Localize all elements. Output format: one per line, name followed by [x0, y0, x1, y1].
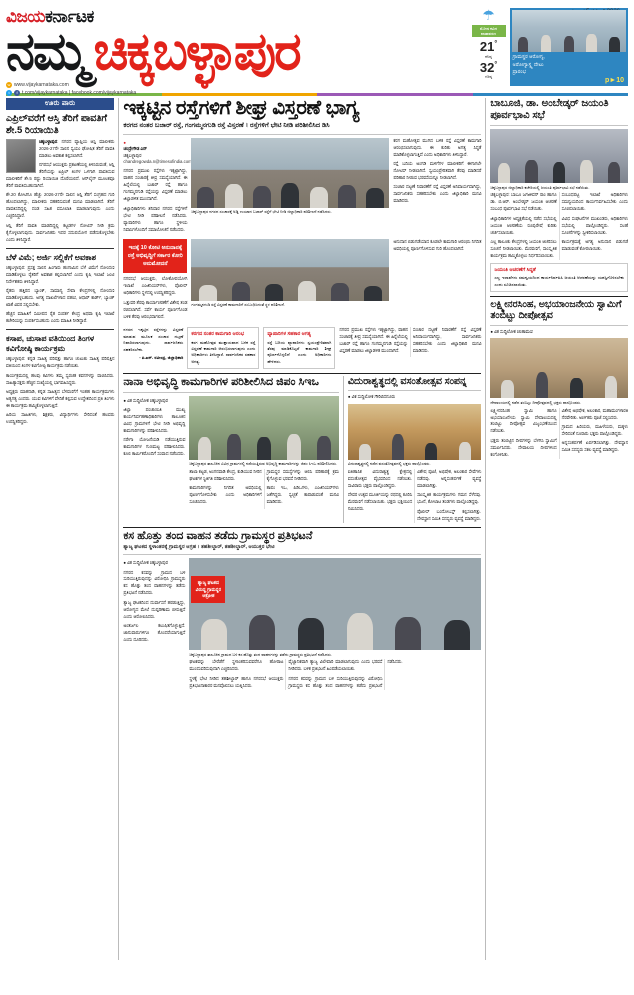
bottom-right-headline[interactable]: ಲಕ್ಷ್ಮೀನರಸಿಂಹ, ಅಭಯಾಂಜನೇಯ ಸ್ವಾಮಿಗೆ ತಂಬಿಟ್ಟು ದೀಪೋತ್ಸವ — [490, 299, 622, 322]
edition-title — [6, 23, 472, 81]
divider — [123, 373, 481, 374]
edition-title-city: ಚಿಕ್ಕಬಳ್ಳಾಪುರ — [93, 23, 300, 81]
lead-factbox-2 — [263, 327, 335, 369]
lead-col-3: ನಗರಸಭೆ ಆಯುಕ್ತರು, ಲೋಕೋಪಯೋಗಿ ಇಲಾಖೆ ಎಂಜಿನಿಯರ್‌ಗಳು, ಪೊಲೀಸ್ ಅಧಿಕಾರಿಗಳು ಸ್ಥಳದಲ್ಲಿ ಉಪಸ್ಥಿತರಿದ್ದರು. ಒತ್ತುವರಿ ತೆರವು ಕಾರ್ಯಾಚರಣೆಗೆ ವಿಶೇಷ ತಂಡ ರಚಿಸಲಾಗಿದೆ. ಸರ್ವೆ ಕಾರ್ಯ ಪೂರ್ಣಗೊಂಡ ಬಳಿಕ ತೆರವು ಆರಂಭವಾಗಲಿದೆ. — [123, 276, 188, 319]
bottom-right-body: ಲಕ್ಷ್ಮೀನರಸಿಂಹ ಸ್ವಾಮಿ ಹಾಗೂ ಅಭಯಾಂಜನೇಯ ಸ್ವಾಮಿ ದೇವಾಲಯದಲ್ಲಿ ತಂಬಿಟ್ಟು ದೀಪೋತ್ಸವ ವಿಜೃಂಭಣೆಯಿಂದ ನಡೆಯಿತು. ಭಕ್ತರು ತಂಬಿಟ್ಟಿನ ದೀಪಗಳನ್ನು ಬೆಳಗಿಸಿ ಸ್ವಾಮಿಗೆ ಸಮರ್ಪಿಸಿದರು. ದೇವಾಲಯ ದೀಪಗಳಿಂದ ಕಂಗೊಳಿಸಿತು. ವಿಶೇಷ ಅಭಿಷೇಕ, ಅಲಂಕಾರ, ಮಹಾಮಂಗಳಾರತಿ ನೆರವೇರಿತು. ಅರ್ಚಕರು ಪೂಜೆ ಸಲ್ಲಿಸಿದರು. ಗ್ರಾಮದ ಹಿರಿಯರು, ಮಹಿಳೆಯರು, ಮಕ್ಕಳು ಸೇರಿದಂತೆ ನೂರಾರು ಭಕ್ತರು ಪಾಲ್ಗೊಂಡಿದ್ದರು. ಅನ್ನಸಂತರ್ಪಣೆ ಏರ್ಪಡಿಸಲಾಗಿತ್ತು. ದೇವಸ್ಥಾನ ಸಮಿತಿ ಸದಸ್ಯರು ಸಕಲ ವ್ಯವಸ್ಥೆ ಮಾಡಿದ್ದರು. — [490, 407, 628, 457]
reporter-name: ಚಂದ್ರೇಗೌಡ ಎನ್ — [123, 146, 147, 152]
promo-figures — [512, 28, 626, 52]
lead-story-headline[interactable]: ಇಕ್ಕಟ್ಟಿನ ರಸ್ತೆಗಳಿಗೆ ಶೀಘ್ರ ವಿಸ್ತರಣೆ ಭಾಗ್ಯ — [123, 97, 359, 119]
bottom-left-photo-block — [189, 558, 481, 690]
bottom-left-red-tag: ತ್ಯಾಜ್ಯ ಘಟಕದ ವಿರುದ್ಧ ಗ್ರಾಮಸ್ಥರ ಆಕ್ರೋಶ — [191, 576, 225, 603]
lead-photo-block-2 — [191, 239, 389, 323]
photo-figures — [189, 422, 339, 459]
mid-left-photo-block — [189, 396, 339, 509]
lead-photo-2 — [191, 239, 389, 301]
photo-figures — [348, 427, 481, 459]
mid-right-body: ಐತಿಹಾಸಿಕ ವಿದುರಾಶ್ವತ್ಥ ಕ್ಷೇತ್ರದಲ್ಲಿ ವಸಂತೋತ್ಸವ ವೈಭವದಿಂದ ನಡೆಯಿತು. ಸಾವಿರಾರು ಭಕ್ತರು ಪಾಲ್ಗೊಂಡಿದ್ದರು. ದೇವರ ಉತ್ಸವ ಮೂರ್ತಿಯನ್ನು ರಥದಲ್ಲಿ ಕೂರಿಸಿ ಮೆರವಣಿಗೆ ನಡೆಸಲಾಯಿತು. ಭಕ್ತರು ಭಕ್ತಿಯಿಂದ ನಮಿಸಿದರು. ವಿಶೇಷ ಪೂಜೆ, ಅಭಿಷೇಕ, ಅಲಂಕಾರ ಸೇವೆಗಳು ನಡೆದವು. ಅನ್ನಸಂತರ್ಪಣೆ ವ್ಯವಸ್ಥೆ ಮಾಡಲಾಗಿತ್ತು. ಸಾಂಸ್ಕೃತಿಕ ಕಾರ್ಯಕ್ರಮಗಳು ಗಮನ ಸೆಳೆದವು. ಭಜನೆ, ಕೋಲಾಟ ತಂಡಗಳು ಪಾಲ್ಗೊಂಡಿದ್ದವು. ಪೊಲೀಸ್ ಬಂದೋಬಸ್ತ್ ಕಲ್ಪಿಸಲಾಗಿತ್ತು. ದೇವಸ್ಥಾನ ಸಮಿತಿ ಸದಸ್ಯರು ವ್ಯವಸ್ಥೆ ಮಾಡಿದ್ದರು. — [347, 469, 482, 521]
divider — [6, 329, 114, 330]
bottom-left-headline[interactable]: ಕಸ ಹೊತ್ತು ತಂದ ವಾಹನ ತಡೆದು ಗ್ರಾಮಸ್ಥರ ಪ್ರತಿಭಟನೆ — [123, 529, 313, 542]
mid-right-photo — [348, 404, 481, 460]
mid-left-col-1: ● ವಿಕ ಸುದ್ದಿಲೋಕ ಚಿಕ್ಕಬಳ್ಳಾಪುರ ಜಿಲ್ಲಾ ಪಂಚಾಯಿತಿ ಮುಖ್ಯ ಕಾರ್ಯನಿರ್ವಹಣಾಧಿಕಾರಿಗಳು ತಾಲೂಕಿನ ವಿವಿಧ ಗ್ರಾಮಗಳಿಗೆ ಭೇಟಿ ನೀಡಿ ಅಭಿವೃದ್ಧಿ ಕಾಮಗಾರಿಗಳನ್ನು ಪರಿಶೀಲಿಸಿದರು. ನರೇಗಾ ಯೋಜನೆಯಡಿ ನಡೆಯುತ್ತಿರುವ ಕಾಮಗಾರಿಗಳ ಗುಣಮಟ್ಟ ಪರಿಶೀಲಿಸಿದರು. ಕೂಲಿ ಕಾರ್ಮಿಕರೊಂದಿಗೆ ಸಂವಾದ ನಡೆಸಿದರು. — [123, 397, 186, 457]
mid-left-caption: ಚಿಕ್ಕಬಳ್ಳಾಪುರ ತಾಲೂಕಿನ ವಿವಿಧ ಗ್ರಾಮಗಳಲ್ಲಿ ನಡೆಯುತ್ತಿರುವ ಅಭಿವೃದ್ಧಿ ಕಾಮಗಾರಿಗಳನ್ನು ಜಿಪಂ ಸಿಇಒ ಪರಿಶೀಲಿಸಿದರು. — [189, 461, 338, 467]
bottom-left-deck: ತ್ಯಾಜ್ಯ ಘಟಕದ ಸ್ಥಳಾಂತರಕ್ಕೆ ಗ್ರಾಮಸ್ಥರ ಆಗ್ರಹ । ತಹಶೀಲ್ದಾರ್, ತಹಶೀಲ್ದಾರ್, ಆಯುಕ್ತರ ಭೇಟಿ — [123, 544, 275, 551]
social-urls[interactable]: t.com/vijaykarnataka | facebook.com/vijaykarnataka — [22, 89, 137, 96]
lead-red-callout: ಇದಕ್ಕೆ 10 ಕೋಟಿ ಅನುದಾನಕ್ಕೆ ರಸ್ತೆ ಅಭಿವೃದ್ಧಿಗೆ ಸರ್ಕಾರ ಕೋರಿ ಅನುಮೋದನೆ — [123, 239, 187, 273]
lead-factbox-1 — [187, 327, 259, 369]
masthead-links — [6, 82, 472, 97]
weather-widget — [472, 8, 506, 86]
center-column — [123, 98, 481, 960]
mid-row — [123, 376, 481, 523]
left-sub-para: ಹಿರಿಯ ಸಾಹಿತಿಗಳು, ಶಿಕ್ಷಕರು, ವಿದ್ಯಾರ್ಥಿಗಳು ಸೇರಿದಂತೆ ಹಲವರು ಉಪಸ್ಥಿತರಿದ್ದರು. — [6, 412, 115, 425]
bottom-right-photo — [490, 338, 628, 398]
factbox-body: ಕರಗ ಮಹೋತ್ಸವ ಮುಕ್ತಾಯವಾದ ಬಳಿಕ ರಸ್ತೆ ವಿಸ್ತರಣೆ ಕಾಮಗಾರಿ ಆರಂಭಿಸಲಾಗುವುದು ಎಂದು ಅಧಿಕಾರಿಗಳು ತಿಳಿಸಿದ್ದಾರೆ. ಸಾರ್ವಜನಿಕರ ಸಹಕಾರ ಅಗತ್ಯ. — [191, 339, 256, 364]
left-sub-para: ಚಿಕ್ಕಬಳ್ಳಾಪುರ: ಪ್ರಸಕ್ತ ಸಾಲಿನ ಹಿಂಗಾರು ಹಂಗಾಮಿನ ಬೆಳೆ ವಿಮೆಗೆ ನೋಂದಣಿ ಮಾಡಿಕೊಳ್ಳಲು ರೈತರಿಗೆ ಅವಕಾಶ ಕಲ್ಪಿಸಲಾಗಿದೆ ಎಂದು ಕೃಷಿ ಇಲಾಖೆ ಜಂಟಿ ನಿರ್ದೇಶಕರು ತಿಳಿಸಿದ್ದಾರೆ. — [6, 264, 115, 284]
lead-story-second-row — [123, 239, 481, 323]
quote-attribution: - ಪಿ.ಎನ್. ರವೀಂದ್ರ, ಜಿಲ್ಲಾಧಿಕಾರಿ — [139, 355, 184, 361]
left-sub-headline-2[interactable]: ಕಸಾಪ, ಚುಸಾಪ ವತಿಯಿಂದ ತಿಂಗಳ ಕವಿಗೋಷ್ಠಿ ಕಾರ್ಯಕ್ರಮ — [6, 334, 95, 354]
left-story-para: ಶೇ.20 ಕೋಟಿಗೂ ಹೆಚ್ಚು 2026-27ನೇ ಸಾಲಿನ ಆಸ್ತಿ ತೆರಿಗೆ ಸಂಗ್ರಹದ ಗುರಿ ಹೊಂದಲಾಗಿದ್ದು, ಮಾಲೀಕರು ಸಹಕರಿಸುವಂತೆ ಮನವಿ ಮಾಡಲಾಗಿದೆ. ತೆರಿಗೆ ಪಾವತಿಸದಿದ್ದಲ್ಲಿ ದಂಡ ಸಹಿತ ವಸೂಲಾತಿ ಮಾಡಲಾಗುವುದು ಎಂದು ಎಚ್ಚರಿಸಿದ್ದಾರೆ. — [6, 192, 115, 219]
photo-figures — [191, 265, 389, 301]
mid-left-headline[interactable]: ನಾನಾ ಅಭಿವೃದ್ಧಿ ಕಾಮಗಾರಿಗಳ ಪರಿಶೀಲಿಸಿದ ಜಿಪಂ ಸಿಇಒ — [123, 375, 319, 388]
left-sub-para: ಅಧ್ಯಕ್ಷರು ಮಾತನಾಡಿ, ಕನ್ನಡ ಸಾಹಿತ್ಯದ ಬೆಳವಣಿಗೆಗೆ ಇಂತಹ ಕಾರ್ಯಕ್ರಮಗಳು ಅತ್ಯಗತ್ಯ ಎಂದರು. ಯುವ ಕವಿಗಳಿಗೆ ವೇದಿಕೆ ಕಲ್ಪಿಸುವ ಉದ್ದೇಶದಿಂದ ಪ್ರತಿ ತಿಂಗಳು ಈ ಕಾರ್ಯಕ್ರಮ ಹಮ್ಮಿಕೊಳ್ಳಲಾಗುತ್ತಿದೆ. — [6, 389, 115, 408]
left-column-banner: ಊರು ಪಾರು — [6, 98, 114, 110]
mid-right-byline: ● ವಿಕ ಸುದ್ದಿಲೋಕ ಗೌರಿಬಿದನೂರು — [347, 394, 396, 400]
mid-right-headline[interactable]: ವಿದುರಾಶ್ವತ್ಥದಲ್ಲಿ ವಸಂತೋತ್ಸವ ಸಂಪನ್ನ — [347, 375, 467, 387]
promo-page-ref[interactable]: p►10 — [604, 76, 624, 84]
bullet-icon: ● — [123, 139, 126, 145]
lead-byline — [123, 139, 192, 166]
lead-col-4-block — [393, 239, 481, 323]
lead-photo-caption-1: ಚಿಕ್ಕಬಳ್ಳಾಪುರ ನಗರದ ಸಂಚಾರಕ್ಕೆ ಅಡ್ಡಿ ಉಂಟಾದ ಬಜಾರ್ ರಸ್ತೆಗೆ ಭೇಟಿ ನೀಡಿ ಜಿಲ್ಲಾಧಿಕಾರಿ ಪರಿಶೀಲನೆ ನಡೆಸಿದರು. — [191, 209, 332, 215]
lead-col-2: ಕರಗ ಮಹೋತ್ಸವ ಮುಗಿದ ಬಳಿಕ ರಸ್ತೆ ವಿಸ್ತರಣೆ ಕಾಮಗಾರಿ ಆರಂಭಿಸಲಾಗುವುದು. ಈ ಕುರಿತು ಅಗತ್ಯ ಸಿದ್ಧತೆ ಮಾಡಿಕೊಳ್ಳಲಾಗುತ್ತಿದೆ ಎಂದು ಅಧಿಕಾರಿಗಳು ತಿಳಿಸಿದ್ದಾರೆ. ರಸ್ತೆ ಬದಿಯ ಅಂಗಡಿ ಮಳಿಗೆಗಳ ಮಾಲೀಕರಿಗೆ ಈಗಾಗಲೇ ನೋಟಿಸ್ ನೀಡಲಾಗಿದೆ. ಸ್ವಯಂಪ್ರೇರಿತವಾಗಿ ತೆರವು ಮಾಡಿದರೆ ಪರಿಹಾರ ನೀಡುವ ಭರವಸೆಯನ್ನೂ ನೀಡಲಾಗಿದೆ. ಸಂಚಾರ ದಟ್ಟಣೆ ನಿವಾರಣೆಗೆ ರಸ್ತೆ ವಿಸ್ತರಣೆ ಅನಿವಾರ್ಯವಾಗಿದ್ದು, ಸಾರ್ವಜನಿಕರು ಸಹಕರಿಸಬೇಕು ಎಂದು ಜಿಲ್ಲಾಧಿಕಾರಿ ಮನವಿ ಮಾಡಿದರು. — [393, 137, 482, 204]
bottom-left-col-1: ● ವಿಕ ಸುದ್ದಿಲೋಕ ಚಿಕ್ಕಬಳ್ಳಾಪುರ ನಗರದ ಕಸವನ್ನು ಗ್ರಾಮದ ಬಳಿ ಸುರಿಯುತ್ತಿರುವುದನ್ನು ವಿರೋಧಿಸಿ ಗ್ರಾಮಸ್ಥರು ಕಸ ಹೊತ್ತು ತಂದ ವಾಹನಗಳನ್ನು ತಡೆದು ಪ್ರತಿಭಟನೆ ನಡೆಸಿದರು. ತ್ಯಾಜ್ಯ ಘಟಕದಿಂದ ದುರ್ವಾಸನೆ ಹರಡುತ್ತಿದ್ದು, ಆರೋಗ್ಯದ ಮೇಲೆ ದುಷ್ಪರಿಣಾಮ ಬೀರುತ್ತಿದೆ ಎಂದು ಆರೋಪಿಸಿದರು. ಅಂತರ್ಜಲ ಕಲುಷಿತಗೊಳ್ಳುತ್ತಿದೆ. ಜಾನುವಾರುಗಳಿಗೂ ತೊಂದರೆಯಾಗುತ್ತಿದೆ ಎಂದು ದೂರಿದರು. — [123, 560, 186, 643]
mid-left-photo — [189, 396, 339, 460]
mid-right-caption: ವಿದುರಾಶ್ವತ್ಥದಲ್ಲಿ ನಡೆದ ವಸಂತೋತ್ಸವದಲ್ಲಿ ಭಕ್ತರು ಪಾಲ್ಗೊಂಡರು. — [347, 461, 431, 467]
sidebox-title: ಜಯಂತಿ ಆಚರಣೆಗೆ ಸಿದ್ಧತೆ — [494, 266, 536, 273]
min-temperature: 21° — [479, 39, 498, 54]
right-column — [485, 98, 628, 960]
weather-label: ಮೋಡ ಕವಿದ ವಾತಾವರಣ — [472, 25, 506, 37]
photo-figures — [490, 363, 628, 398]
globe-icon: w — [7, 82, 11, 87]
publisher-logo — [6, 4, 472, 25]
facebook-icon: f — [14, 90, 20, 96]
right-story-1-body: ಚಿಕ್ಕಬಳ್ಳಾಪುರ: ಬಾಬೂ ಜಗಜೀವನ್ ರಾಂ ಹಾಗೂ ಡಾ. ಬಿ.ಆರ್. ಅಂಬೇಡ್ಕರ್ ಜಯಂತಿ ಆಚರಣೆ ಸಂಬಂಧ ಪೂರ್ವಭಾವಿ ಸಭೆ ನಡೆಯಿತು. ಜಿಲ್ಲಾಧಿಕಾರಿಗಳ ಅಧ್ಯಕ್ಷತೆಯಲ್ಲಿ ನಡೆದ ಸಭೆಯಲ್ಲಿ ಜಯಂತಿ ಆಚರಣೆಯ ರೂಪುರೇಷೆ ಕುರಿತು ಚರ್ಚಿಸಲಾಯಿತು. ಎಲ್ಲ ತಾಲೂಕು ಕೇಂದ್ರಗಳಲ್ಲಿ ಜಯಂತಿ ಆಚರಿಸಲು ಸೂಚನೆ ನೀಡಲಾಯಿತು. ಮೆರವಣಿಗೆ, ಸಾಂಸ್ಕೃತಿಕ ಕಾರ್ಯಕ್ರಮ ಹಮ್ಮಿಕೊಳ್ಳಲು ನಿರ್ಧರಿಸಲಾಯಿತು. ಸಂಬಂಧಪಟ್ಟ ಇಲಾಖೆ ಅಧಿಕಾರಿಗಳು ಸಮನ್ವಯದಿಂದ ಕಾರ್ಯನಿರ್ವಹಿಸಬೇಕು ಎಂದು ಸೂಚಿಸಲಾಯಿತು. ವಿವಿಧ ಸಂಘಟನೆಗಳ ಮುಖಂಡರು, ಅಧಿಕಾರಿಗಳು ಸಭೆಯಲ್ಲಿ ಪಾಲ್ಗೊಂಡಿದ್ದರು. ಸಲಹೆ ಸೂಚನೆಗಳನ್ನು ಸ್ವೀಕರಿಸಲಾಯಿತು. ಕಾರ್ಯಕ್ರಮಕ್ಕೆ ಅಗತ್ಯ ಅನುದಾನ ಬಿಡುಗಡೆ ಮಾಡುವಂತೆ ಕೋರಲಾಯಿತು. — [490, 192, 628, 258]
divider — [123, 527, 481, 528]
reporter-place: ಚಿಕ್ಕಬಳ್ಳಾಪುರ — [123, 152, 142, 158]
bottom-left-col-2: ಘಟಕವನ್ನು ಬೇರೆಡೆಗೆ ಸ್ಥಳಾಂತರಿಸುವವರೆಗೂ ಹೋರಾಟ ಮುಂದುವರಿಸುವುದಾಗಿ ಎಚ್ಚರಿಸಿದರು. ಸ್ಥಳಕ್ಕೆ ಭೇಟಿ ನೀಡಿದ ತಹಶೀಲ್ದಾರ್ ಹಾಗೂ ನಗರಸಭೆ ಆಯುಕ್ತರು ಪ್ರತಿಭಟನಾಕಾರರ ಮನವೊಲಿಸಲು ಯತ್ನಿಸಿದರು. ವೈಜ್ಞಾನಿಕವಾಗಿ ತ್ಯಾಜ್ಯ ವಿಲೇವಾರಿ ಮಾಡಲಾಗುವುದು ಎಂದು ಭರವಸೆ ನೀಡಿದರು. ಬಳಿಕ ಪ್ರತಿಭಟನೆ ಹಿಂಪಡೆಯಲಾಯಿತು. ನಗರದ ಕಸವನ್ನು ಗ್ರಾಮದ ಬಳಿ ಸುರಿಯುತ್ತಿರುವುದನ್ನು ವಿರೋಧಿಸಿ ಗ್ರಾಮಸ್ಥರು ಕಸ ಹೊತ್ತು ತಂದ ವಾಹನಗಳನ್ನು ತಡೆದು ಪ್ರತಿಭಟನೆ ನಡೆಸಿದರು. — [189, 659, 403, 688]
photo-figures — [189, 597, 481, 650]
left-sub-headline-1[interactable]: ಬೆಳೆ ವಿಮೆ; ಅರ್ಜಿ ಸಲ್ಲಿಕೆಗೆ ಅವಕಾಶ — [6, 252, 96, 262]
lead-quote-block — [123, 327, 183, 369]
twitter-icon: t — [6, 90, 12, 96]
left-sub-para: ರೈತರು ಹತ್ತಿರದ ಬ್ಯಾಂಕ್, ಸಾಮಾನ್ಯ ಸೇವಾ ಕೇಂದ್ರಗಳಲ್ಲಿ ನೋಂದಣಿ ಮಾಡಿಕೊಳ್ಳಬಹುದು. ಅಗತ್ಯ ದಾಖಲೆಗಳಾದ ಪಹಣಿ, ಆಧಾರ್ ಕಾರ್ಡ್, ಬ್ಯಾಂಕ್ ಖಾತೆ ವಿವರ ಸಲ್ಲಿಸಬೇಕು. — [6, 287, 115, 307]
lead-photo-1 — [191, 138, 389, 208]
lead-extra-text: ನಗರದ ಪ್ರಮುಖ ರಸ್ತೆಗಳು ಇಕ್ಕಟ್ಟಾಗಿದ್ದು, ವಾಹನ ಸಂಚಾರಕ್ಕೆ ತೀವ್ರ ಸಮಸ್ಯೆಯಾಗಿದೆ. ಈ ಹಿನ್ನೆಲೆಯಲ್ಲಿ ಬಜಾರ್ ರಸ್ತೆ ಹಾಗೂ ಗಂಗಮ್ಮನಗುಡಿ ರಸ್ತೆಯನ್ನು ವಿಸ್ತರಣೆ ಮಾಡಲು ಜಿಲ್ಲಾಡಳಿತ ಮುಂದಾಗಿದೆ. ಸಂಚಾರ ದಟ್ಟಣೆ ನಿವಾರಣೆಗೆ ರಸ್ತೆ ವಿಸ್ತರಣೆ ಅನಿವಾರ್ಯವಾಗಿದ್ದು, ಸಾರ್ವಜನಿಕರು ಸಹಕರಿಸಬೇಕು ಎಂದು ಜಿಲ್ಲಾಧಿಕಾರಿ ಮನವಿ ಮಾಡಿದರು. — [339, 327, 482, 353]
bottom-right-byline: ● ವಿಕ ಸುದ್ದಿಲೋಕ ಚಿಂತಾಮಣಿ — [490, 328, 533, 334]
lead-story-top-row — [123, 138, 481, 236]
masthead — [6, 4, 628, 96]
lead-story-deck: ಕರಗದ ನಂತರ ಬಜಾರ್ ರಸ್ತೆ, ಗಂಗಮ್ಮನಗುಡಿ ರಸ್ತೆ ವಿಸ್ತರಣೆ । ರಸ್ತೆಗಳಿಗೆ ಭೇಟಿ ನೀಡಿ ಪರಿಶೀಲಿಸಿದ ಡಿಸಿ — [123, 122, 330, 130]
lead-photo-block — [191, 138, 389, 236]
left-sub-para: ಚಿಕ್ಕಬಳ್ಳಾಪುರ: ಕನ್ನಡ ಸಾಹಿತ್ಯ ಪರಿಷತ್ತು ಹಾಗೂ ಚುಟುಕು ಸಾಹಿತ್ಯ ಪರಿಷತ್ತಿನ ವತಿಯಿಂದ ತಿಂಗಳ ಕವಿಗೋಷ್ಠಿ ಕಾರ್ಯಕ್ರಮ ನಡೆಯಿತು. — [6, 356, 115, 369]
left-story-body: ಚಿಕ್ಕಬಳ್ಳಾಪುರ: ನಗರದ ವ್ಯಾಪ್ತಿಯ ಆಸ್ತಿ ಮಾಲೀಕರು 2026-27ನೇ ಸಾಲಿನ ಸ್ವಯಂ ಘೋಷಿತ ತೆರಿಗೆ ಪಾವತಿ ಮಾಡಲು ಅವಕಾಶ ಕಲ್ಪಿಸಲಾಗಿದೆ. ನಗರಸಭೆ ಆಯುಕ್ತರು ಪ್ರಕಟಣೆಯಲ್ಲಿ ತಿಳಿಸಿರುವಂತೆ, ಆಸ್ತಿ ತೆರಿಗೆಯನ್ನು ಏಪ್ರಿಲ್ ತಿಂಗಳ ಒಳಗಾಗಿ ಪಾವತಿಸುವ ಮಾಲೀಕರಿಗೆ ಶೇ.5 ರಷ್ಟು ರಿಯಾಯಿತಿ ದೊರೆಯಲಿದೆ. ಆನ್‌ಲೈನ್ ಮೂಲಕವೂ ತೆರಿಗೆ ಪಾವತಿಸಬಹುದಾಗಿದೆ. ಶೇ.20 ಕೋಟಿಗೂ ಹೆಚ್ಚು 2026-27ನೇ ಸಾಲಿನ ಆಸ್ತಿ ತೆರಿಗೆ ಸಂಗ್ರಹದ ಗುರಿ ಹೊಂದಲಾಗಿದ್ದು, ಮಾಲೀಕರು ಸಹಕರಿಸುವಂತೆ ಮನವಿ ಮಾಡಲಾಗಿದೆ. ತೆರಿಗೆ ಪಾವತಿಸದಿದ್ದಲ್ಲಿ ದಂಡ ಸಹಿತ ವಸೂಲಾತಿ ಮಾಡಲಾಗುವುದು ಎಂದು ಎಚ್ಚರಿಸಿದ್ದಾರೆ. ಆಸ್ತಿ ತೆರಿಗೆ ಪಾವತಿ ಮಾಡದಿದ್ದಲ್ಲಿ ಕಟ್ಟಡಗಳ ನೋಟಿಸ್ ನೀಡಿ ಕ್ರಮ ಕೈಗೊಳ್ಳಲಾಗುವುದು. ಸಾರ್ವಜನಿಕರು ಇದರ ಸದುಪಯೋಗ ಪಡೆದುಕೊಳ್ಳಬೇಕು ಎಂದು ತಿಳಿಸಿದ್ದಾರೆ. — [6, 138, 115, 242]
lead-story — [123, 98, 481, 369]
website-url[interactable]: www.vijaykarnataka.com — [14, 82, 69, 88]
masthead-right — [472, 4, 628, 86]
promo-photo — [512, 10, 626, 52]
cloud-rain-icon: ☂ — [482, 7, 495, 23]
right-story-1-photo — [490, 129, 628, 183]
lead-callout-block — [123, 239, 187, 323]
page-grid — [6, 98, 628, 960]
right-story-1-sidebox — [490, 263, 628, 292]
mid-left-content — [123, 396, 339, 509]
left-story-dateline: ಚಿಕ್ಕಬಳ್ಳಾಪುರ — [39, 138, 58, 144]
sidebox-body: ಎಲ್ಲ ಇಲಾಖೆಗಳು ಸಮನ್ವಯದಿಂದ ಕಾರ್ಯನಿರ್ವಹಿಸಿ ಜಯಂತಿ ಆಚರಣೆಯನ್ನು ಯಶಸ್ವಿಗೊಳಿಸಬೇಕು ಎಂದು ಸೂಚಿಸಲಾಯಿತು. — [494, 275, 624, 287]
photo-figures — [490, 152, 628, 183]
divider — [6, 248, 114, 249]
bottom-left-photo — [189, 558, 481, 650]
lead-byline-block — [123, 138, 192, 236]
divider — [490, 125, 628, 126]
bottom-story-left — [123, 530, 481, 690]
mid-left-byline: ● ವಿಕ ಸುದ್ದಿಲೋಕ ಚಿಕ್ಕಬಳ್ಳಾಪುರ — [123, 397, 168, 403]
divider — [348, 390, 481, 391]
bottom-left-caption: ಚಿಕ್ಕಬಳ್ಳಾಪುರ ತಾಲೂಕಿನ ಗ್ರಾಮದ ಬಳಿ ಕಸ ಹೊತ್ತು ತಂದ ವಾಹನಗಳನ್ನು ತಡೆದು ಗ್ರಾಮಸ್ಥರು ಪ್ರತಿಭಟನೆ ನಡೆಸಿದರು. — [189, 651, 333, 657]
divider — [123, 392, 339, 393]
reporter-email[interactable]: chandregowda.n@timesofindia.com — [123, 158, 192, 164]
left-story-para: ಆಸ್ತಿ ತೆರಿಗೆ ಪಾವತಿ ಮಾಡದಿದ್ದಲ್ಲಿ ಕಟ್ಟಡಗಳ ನೋಟಿಸ್ ನೀಡಿ ಕ್ರಮ ಕೈಗೊಳ್ಳಲಾಗುವುದು. ಸಾರ್ವಜನಿಕರು ಇದರ ಸದುಪಯೋಗ ಪಡೆದುಕೊಳ್ಳಬೇಕು ಎಂದು ತಿಳಿಸಿದ್ದಾರೆ. — [6, 222, 115, 242]
lead-col-4: ಅನುದಾನ ಬಿಡುಗಡೆಯಾದ ಕೂಡಲೇ ಕಾಮಗಾರಿ ಆರಂಭಿಸಿ ನಿಗದಿತ ಅವಧಿಯಲ್ಲಿ ಪೂರ್ಣಗೊಳಿಸುವ ಗುರಿ ಹೊಂದಲಾಗಿದೆ. — [393, 238, 482, 251]
divider — [490, 296, 628, 297]
left-sub-para: ಹೆಚ್ಚಿನ ಮಾಹಿತಿಗೆ ಸಮೀಪದ ರೈತ ಸಂಪರ್ಕ ಕೇಂದ್ರ ಅಥವಾ ಕೃಷಿ ಇಲಾಖೆ ಕಚೇರಿಯನ್ನು ಸಂಪರ್ಕಿಸಬಹುದು ಎಂದು ಮಾಹಿತಿ ನೀಡಿದ್ದಾರೆ. — [6, 311, 115, 324]
left-story-para: ನಗರಸಭೆ ಆಯುಕ್ತರು ಪ್ರಕಟಣೆಯಲ್ಲಿ ತಿಳಿಸಿರುವಂತೆ, ಆಸ್ತಿ ತೆರಿಗೆಯನ್ನು ಏಪ್ರಿಲ್ ತಿಂಗಳ ಒಳಗಾಗಿ ಪಾವತಿಸುವ ಮಾಲೀಕರಿಗೆ ಶೇ.5 ರಷ್ಟು ರಿಯಾಯಿತಿ ದೊರೆಯಲಿದೆ. ಆನ್‌ಲೈನ್ ಮೂಲಕವೂ ತೆರಿಗೆ ಪಾವತಿಸಬಹುದಾಗಿದೆ. — [6, 162, 115, 188]
lead-photo-caption-2: ಗಂಗಮ್ಮನಗುಡಿ ರಸ್ತೆ ವಿಸ್ತರಣೆ ಕಾಮಗಾರಿಗೆ ಸಂಬಂಧಿಸಿದಂತೆ ಸ್ಥಳ ಪರಿಶೀಲನೆ. — [191, 302, 286, 308]
right-story-1-caption: ಚಿಕ್ಕಬಳ್ಳಾಪುರ ಜಿಲ್ಲಾಧಿಕಾರಿ ಕಚೇರಿಯಲ್ಲಿ ಜಯಂತಿ ಪೂರ್ವಭಾವಿ ಸಭೆ ನಡೆಯಿತು. — [490, 184, 590, 190]
colorbar-blue — [473, 93, 629, 96]
promo-text: ಗ್ರಾಮಸ್ಥರ ಆರೋಗ್ಯ, ಅರೋಗ್ಯಾಸ್ಥ್ಯ ದೇಟು ಪ್ರಾರಂಭ — [512, 54, 545, 75]
photo-figures — [191, 167, 389, 208]
mid-story-left — [123, 376, 339, 523]
masthead-left — [6, 4, 472, 97]
mid-story-right — [343, 376, 481, 523]
min-temperature-label: ಕನಿಷ್ಠ — [485, 53, 492, 59]
lead-quote: ನಗರದ ಇಕ್ಕಟ್ಟಿನ ರಸ್ತೆಗಳನ್ನು ವಿಸ್ತರಣೆ ಮಾಡುವ ಮೂಲಕ ಸಂಚಾರ ದಟ್ಟಣೆ ನಿವಾರಿಸಲಾಗುವುದು. ಸಾರ್ವಜನಿಕರು ಸಹಕರಿಸಬೇಕು. - ಪಿ.ಎನ್. ರವೀಂದ್ರ, ಜಿಲ್ಲಾಧಿಕಾರಿ — [123, 327, 184, 361]
factbox-body: ರಸ್ತೆ ಬದಿಯ ವ್ಯಾಪಾರಿಗಳು ಸ್ವಯಂಪ್ರೇರಿತವಾಗಿ ತೆರವು ಮಾಡಿಕೊಟ್ಟರೆ ಕಾಮಗಾರಿ ಶೀಘ್ರ ಪೂರ್ಣಗೊಳ್ಳಲಿದೆ ಎಂದು ಅಧಿಕಾರಿಗಳು ಹೇಳಿದರು. — [267, 339, 332, 364]
divider — [123, 554, 481, 555]
publisher-name-red: ವಿಜಯ — [6, 7, 46, 26]
lead-col-right-block — [393, 138, 481, 236]
max-temperature-label: ಗರಿಷ್ಠ — [485, 74, 493, 80]
left-column — [6, 98, 119, 960]
right-story-1-headline[interactable]: ಬಾಬೂಜಿ, ಡಾ. ಅಂಬೇಡ್ಕರ್ ಜಯಂತಿ ಪೂರ್ವಭಾವಿ ಸಭೆ — [490, 98, 609, 121]
bottom-left-byline: ● ವಿಕ ಸುದ್ದಿಲೋಕ ಚಿಕ್ಕಬಳ್ಳಾಪುರ — [123, 560, 168, 566]
edition-title-namma: ನಮ್ಮ — [6, 23, 88, 81]
publisher-name-black: ಕರ್ನಾಟಕ — [45, 7, 94, 26]
lead-factbox-row — [123, 327, 481, 369]
max-temperature: 32° — [479, 59, 498, 75]
bottom-right-caption: ದೇವಾಲಯದಲ್ಲಿ ನಡೆದ ತಂಬಿಟ್ಟು ದೀಪೋತ್ಸವದಲ್ಲಿ ಭಕ್ತರು ಪಾಲ್ಗೊಂಡರು. — [490, 399, 582, 405]
factbox-title: ವ್ಯಾಪಾರಿಗಳ ಸಹಕಾರ ಅಗತ್ಯ — [267, 331, 311, 338]
left-sub-para: ಕಾರ್ಯಕ್ರಮದಲ್ಲಿ ಹಲವು ಕವಿಗಳು ತಮ್ಮ ಸ್ವರಚಿತ ಕವನಗಳನ್ನು ವಾಚಿಸಿದರು. ಸಾಹಿತ್ಯಾಸಕ್ತರು ಹೆಚ್ಚಿನ ಸಂಖ್ಯೆಯಲ್ಲಿ ಭಾಗವಹಿಸಿದ್ದರು. — [6, 372, 115, 385]
promo-box[interactable] — [510, 8, 628, 86]
left-sub-body-2 — [6, 356, 114, 426]
left-story-headline[interactable]: ಎಪ್ರಿಲ್‌ವರೆಗೆ ಆಸ್ತಿ ತೆರಿಗೆ ಪಾವತಿಗೆ ಶೇ.5 ರಿಯಾಯಿತಿ — [6, 113, 107, 136]
mid-left-col-2: ಶಾಲಾ ಕಟ್ಟಡ, ಅಂಗನವಾಡಿ ಕೇಂದ್ರ, ಕುಡಿಯುವ ನೀರಿನ ಘಟಕಗಳ ಸ್ಥಿತಿಗತಿ ಪರಿಶೀಲಿಸಿದರು. ಕಾಮಗಾರಿಗಳನ್ನು ನಿಗದಿತ ಅವಧಿಯಲ್ಲಿ ಪೂರ್ಣಗೊಳಿಸಬೇಕು ಎಂದು ಅಧಿಕಾರಿಗಳಿಗೆ ಸೂಚಿಸಿದರು. ಗ್ರಾಮಸ್ಥರ ಸಮಸ್ಯೆಗಳನ್ನು ಆಲಿಸಿ ಪರಿಹಾರಕ್ಕೆ ಕ್ರಮ ಕೈಗೊಳ್ಳುವ ಭರವಸೆ ನೀಡಿದರು. ತಾಪಂ ಇಒ, ಪಿಡಿಒಗಳು, ಎಂಜಿನಿಯರ್‌ಗಳು ಜತೆಗಿದ್ದರು. ಸ್ವಚ್ಛತೆ ಕಾಪಾಡುವಂತೆ ಮನವಿ ಮಾಡಿದರು. — [189, 468, 339, 505]
left-sub-body-1 — [6, 265, 114, 326]
divider — [123, 134, 481, 135]
bottom-left-content — [123, 558, 481, 690]
divider — [490, 325, 628, 326]
factbox-title: ಕರಗದ ನಂತರ ಕಾಮಗಾರಿ ಆರಂಭ — [191, 331, 245, 338]
reporter-mugshot — [6, 139, 36, 173]
lead-col-1: ನಗರದ ಪ್ರಮುಖ ರಸ್ತೆಗಳು ಇಕ್ಕಟ್ಟಾಗಿದ್ದು, ವಾಹನ ಸಂಚಾರಕ್ಕೆ ತೀವ್ರ ಸಮಸ್ಯೆಯಾಗಿದೆ. ಈ ಹಿನ್ನೆಲೆಯಲ್ಲಿ ಬಜಾರ್ ರಸ್ತೆ ಹಾಗೂ ಗಂಗಮ್ಮನಗುಡಿ ರಸ್ತೆಯನ್ನು ವಿಸ್ತರಣೆ ಮಾಡಲು ಜಿಲ್ಲಾಡಳಿತ ಮುಂದಾಗಿದೆ. ಜಿಲ್ಲಾಧಿಕಾರಿಗಳು ಶನಿವಾರ ನಗರದ ರಸ್ತೆಗಳಿಗೆ ಭೇಟಿ ನೀಡಿ ಪರಿಶೀಲನೆ ನಡೆಸಿದರು. ವ್ಯಾಪಾರಿಗಳು ಹಾಗೂ ಸ್ಥಳೀಯ ನಿವಾಸಿಗಳೊಂದಿಗೆ ಸಮಾಲೋಚನೆ ನಡೆಸಿದರು. — [123, 168, 188, 232]
